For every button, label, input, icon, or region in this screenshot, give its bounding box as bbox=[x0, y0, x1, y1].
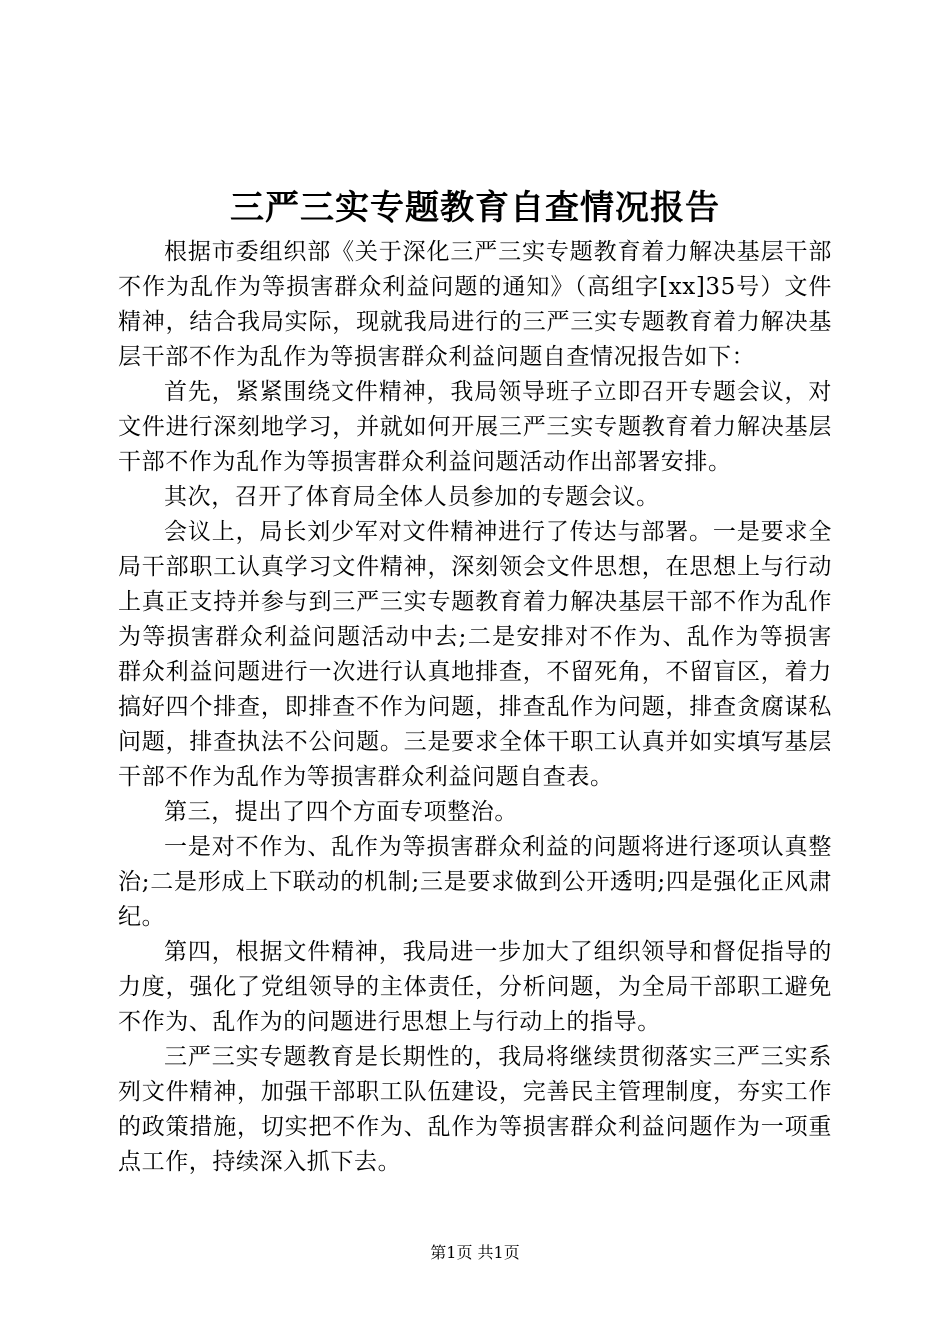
paragraph-meeting: 会议上，局长刘少军对文件精神进行了传达与部署。一是要求全局干部职工认真学习文件精神，深刻领会文件思想，在思想上与行动上真正支持并参与到三严三实专题教育着力解决基层干部不作为乱作为等损害群众利益问题活动中去;二是安排对不作为、乱作为等损害群众利益问题进行一次进行认真地排查，不留死角，不留盲区，着力搞好四个排查，即排查不作为问题，排查乱作为问题，排查贪腐谋私问题，排查执法不公问题。三是要求全体干职工认真并如实填写基层干部不作为乱作为等损害群众利益问题自查表。 bbox=[118, 519, 832, 790]
paragraph-intro: 根据市委组织部《关于深化三严三实专题教育着力解决基层干部不作为乱作为等损害群众利益问题的通知》（高组字[xx]35号）文件精神，结合我局实际，现就我局进行的三严三实专题教育着力解决基层干部不作为乱作为等损害群众利益问题自查情况报告如下： bbox=[118, 239, 832, 370]
paragraph-fourth: 第四，根据文件精神，我局进一步加大了组织领导和督促指导的力度，强化了党组领导的主体责任，分析问题，为全局干部职工避免不作为、乱作为的问题进行思想上与行动上的指导。 bbox=[118, 939, 832, 1035]
paragraph-rectification: 一是对不作为、乱作为等损害群众利益的问题将进行逐项认真整治;二是形成上下联动的机制;三是要求做到公开透明;四是强化正风肃纪。 bbox=[118, 834, 832, 930]
paragraph-conclusion: 三严三实专题教育是长期性的，我局将继续贯彻落实三严三实系列文件精神，加强干部职工队伍建设，完善民主管理制度，夯实工作的政策措施，切实把不作为、乱作为等损害群众利益问题作为一项重点工作，持续深入抓下去。 bbox=[118, 1044, 832, 1175]
paragraph-second: 其次，召开了体育局全体人员参加的专题会议。 bbox=[164, 484, 660, 510]
paragraph-third: 第三，提出了四个方面专项整治。 bbox=[164, 799, 518, 825]
document-title: 三严三实专题教育自查情况报告 bbox=[230, 188, 720, 228]
paragraph-first: 首先，紧紧围绕文件精神，我局领导班子立即召开专题会议，对文件进行深刻地学习，并就如何开展三严三实专题教育着力解决基层干部不作为乱作为等损害群众利益问题活动作出部署安排。 bbox=[118, 379, 832, 475]
page-footer: 第1页 共1页 bbox=[430, 1243, 520, 1262]
document-body bbox=[118, 235, 832, 1180]
